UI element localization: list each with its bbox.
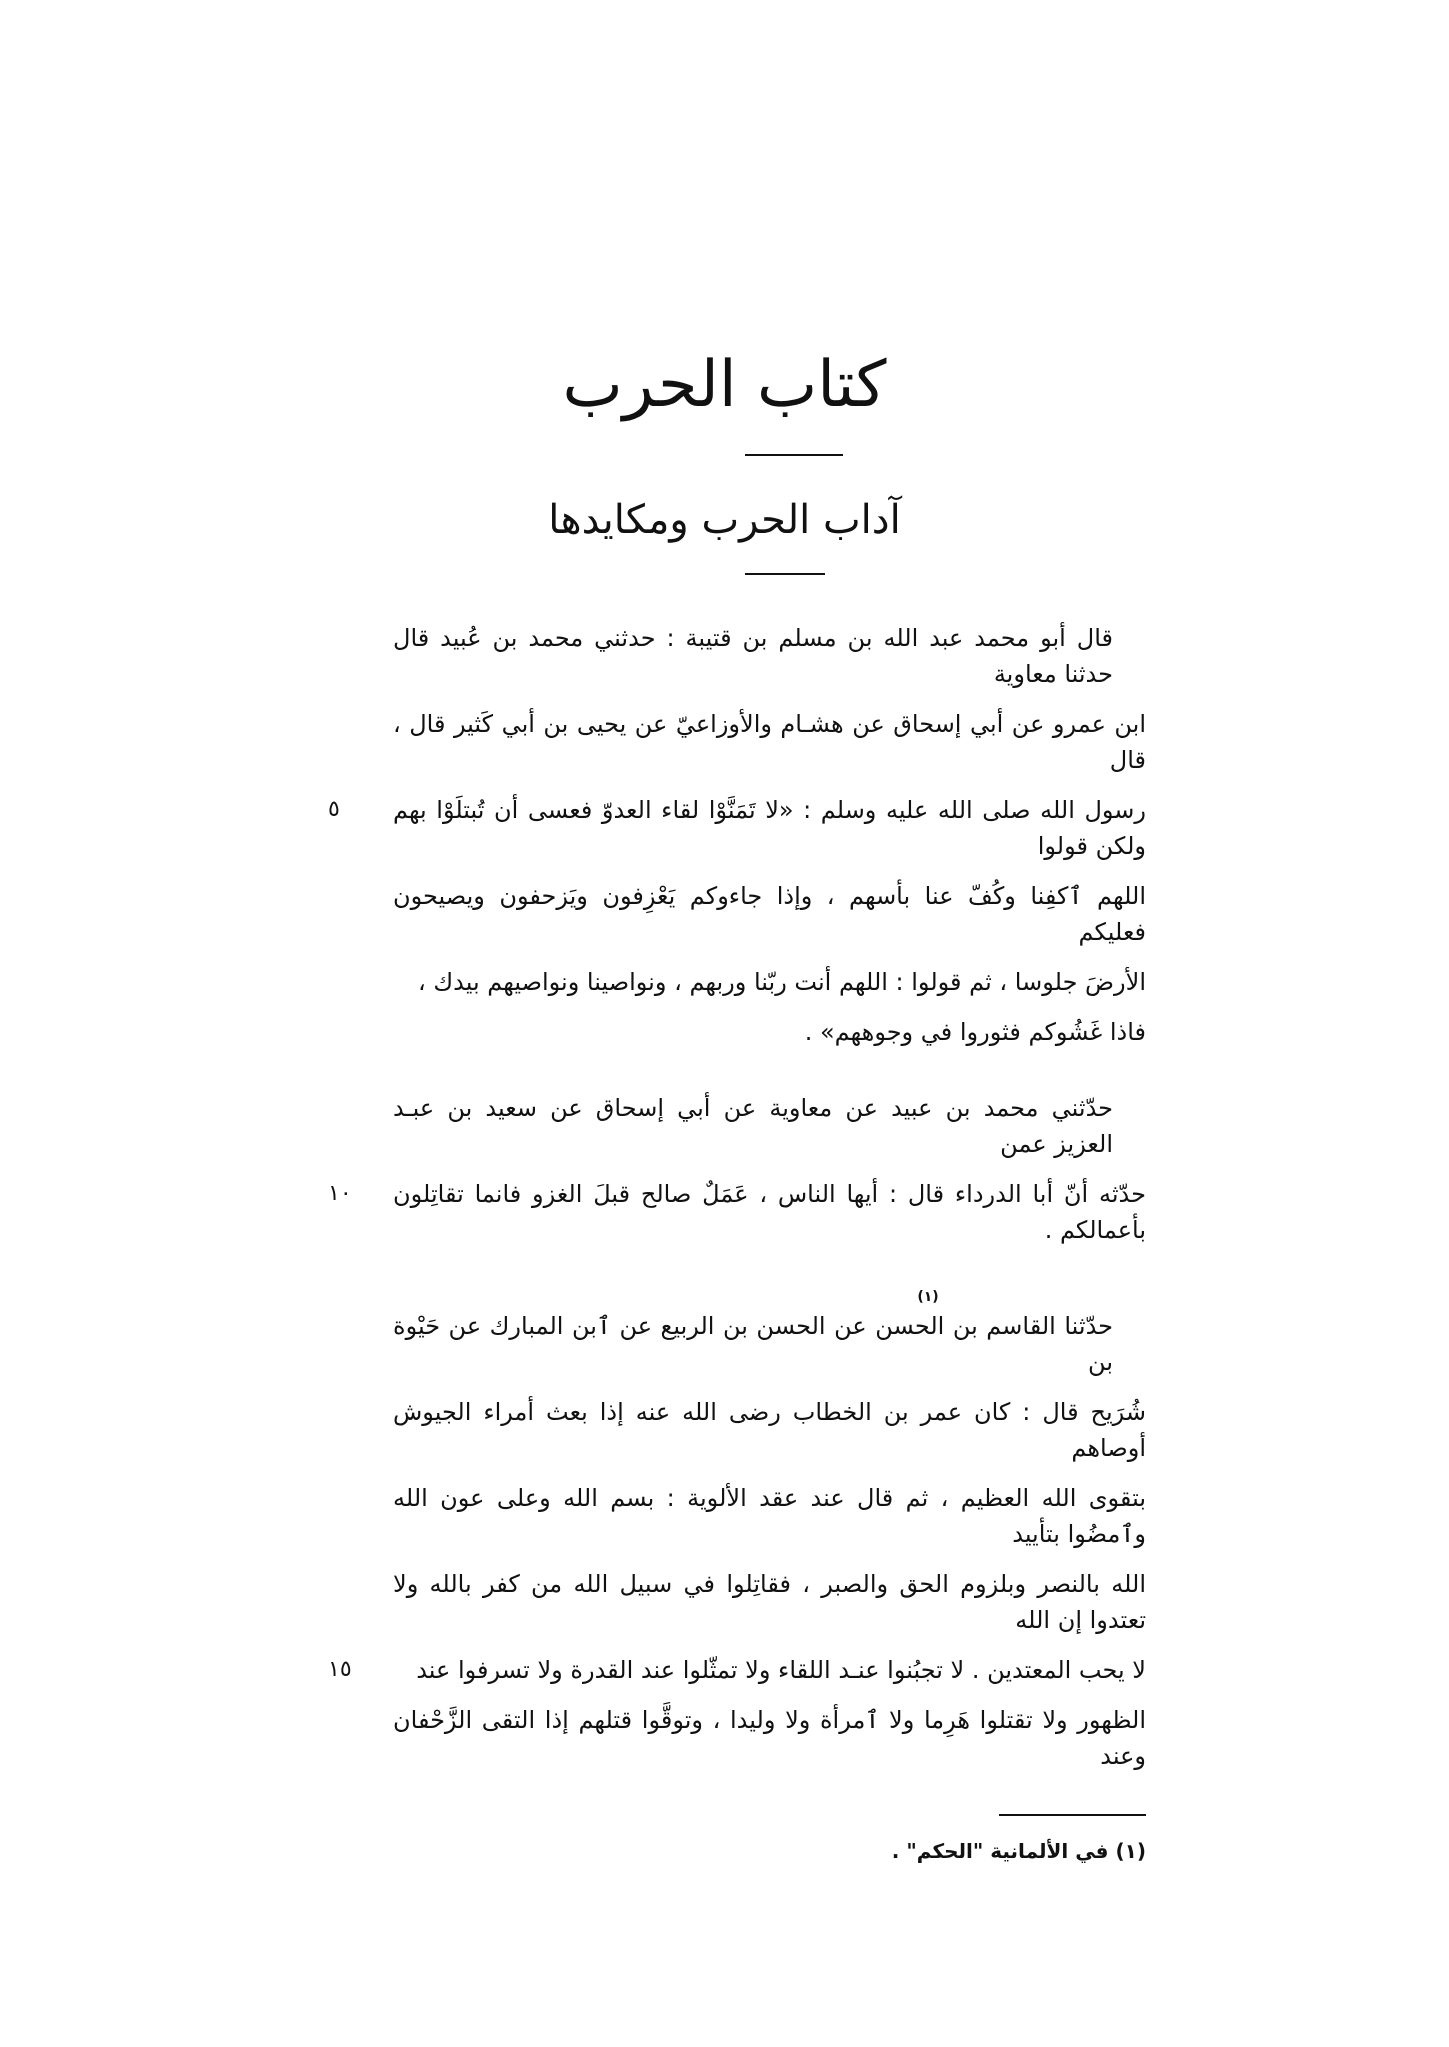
text-line: فاذا غَشُوكم فثوروا في وجوههم» . xyxy=(804,1018,1146,1046)
footnote-divider xyxy=(999,1814,1146,1816)
chapter-subtitle: آداب الحرب ومكايدها xyxy=(548,497,901,543)
text-column xyxy=(328,620,1146,1866)
line-number: ١٥ xyxy=(328,1657,352,1682)
text-line-15 xyxy=(328,1652,1146,1688)
subtitle-divider xyxy=(745,573,825,575)
text-line: حدّثني محمد بن عبيد عن معاوية عن أبي إسحاق عن سعيد بن عبـد العزيز عمن xyxy=(393,1094,1113,1158)
book-title: كتاب الحرب xyxy=(562,348,887,422)
text-line: اللهم ٱكفِنا وكُفّ عنا بأسهم ، وإذا جاءوكم يَعْزِفون ويَزحفون ويصيحون فعليكم xyxy=(393,882,1146,946)
text-line-5 xyxy=(328,792,1146,864)
paragraph xyxy=(328,1090,1146,1248)
paragraph xyxy=(328,620,1146,1050)
text-line: قال أبو محمد عبد الله بن مسلم بن قتيبة : حدثني محمد بن عُبيد قال حدثنا معاوية xyxy=(393,624,1113,688)
text-line: لا يحب المعتدين . لا تجبُنوا عنـد اللقاء ولا تمثّلوا عند القدرة ولا تسرفوا عند xyxy=(416,1656,1146,1684)
text-line: رسول الله صلى الله عليه وسلم : «لا تَمَنَّوْا لقاء العدوّ فعسى أن تُبتلَوْا بهم ولكن قولوا xyxy=(393,796,1146,860)
text-line: الله بالنصر وبلزوم الحق والصبر ، فقاتِلوا في سبيل الله من كفر بالله ولا تعتدوا إن الله xyxy=(393,1570,1146,1634)
text-line: بتقوى الله العظيم ، ثم قال عند عقد الألوية : بسم الله وعلى عون الله وٱمضُوا بتأييد xyxy=(393,1484,1146,1548)
paragraph xyxy=(328,1288,1146,1774)
footnote-marker: (١) xyxy=(917,1289,939,1305)
footnote: (١) في الألمانية "الحكم" . xyxy=(891,1839,1146,1863)
text-line: ابن عمرو عن أبي إسحاق عن هشـام والأوزاعيّ عن يحيى بن أبي كَثير قال ، قال xyxy=(393,710,1146,774)
text-line: حدّثنا القاسم بن الحسن عن الحسن بن الربيع عن ٱبن المبارك عن حَيْوة بن xyxy=(393,1312,1113,1376)
text-line: حدّثه أنّ أبا الدرداء قال : أيها الناس ، عَمَلٌ صالح قبلَ الغزو فانما تقاتِلون بأعمالكم . xyxy=(393,1180,1146,1244)
text-line-10 xyxy=(328,1176,1146,1248)
text-line: الظهور ولا تقتلوا هَرِما ولا ٱمرأة ولا وليدا ، وتوقَّوا قتلهم إذا التقى الزَّحْفان وعند xyxy=(393,1706,1146,1770)
text-line: شُرَيح قال : كان عمر بن الخطاب رضى الله عنه إذا بعث أمراء الجيوش أوصاهم xyxy=(393,1398,1146,1462)
line-number: ١٠ xyxy=(328,1181,352,1206)
text-line: الأرضَ جلوسا ، ثم قولوا : اللهم أنت ربّنا وربهم ، ونواصينا ونواصيهم بيدك ، xyxy=(418,968,1146,996)
title-divider xyxy=(745,454,843,456)
line-number: ٥ xyxy=(328,797,340,822)
